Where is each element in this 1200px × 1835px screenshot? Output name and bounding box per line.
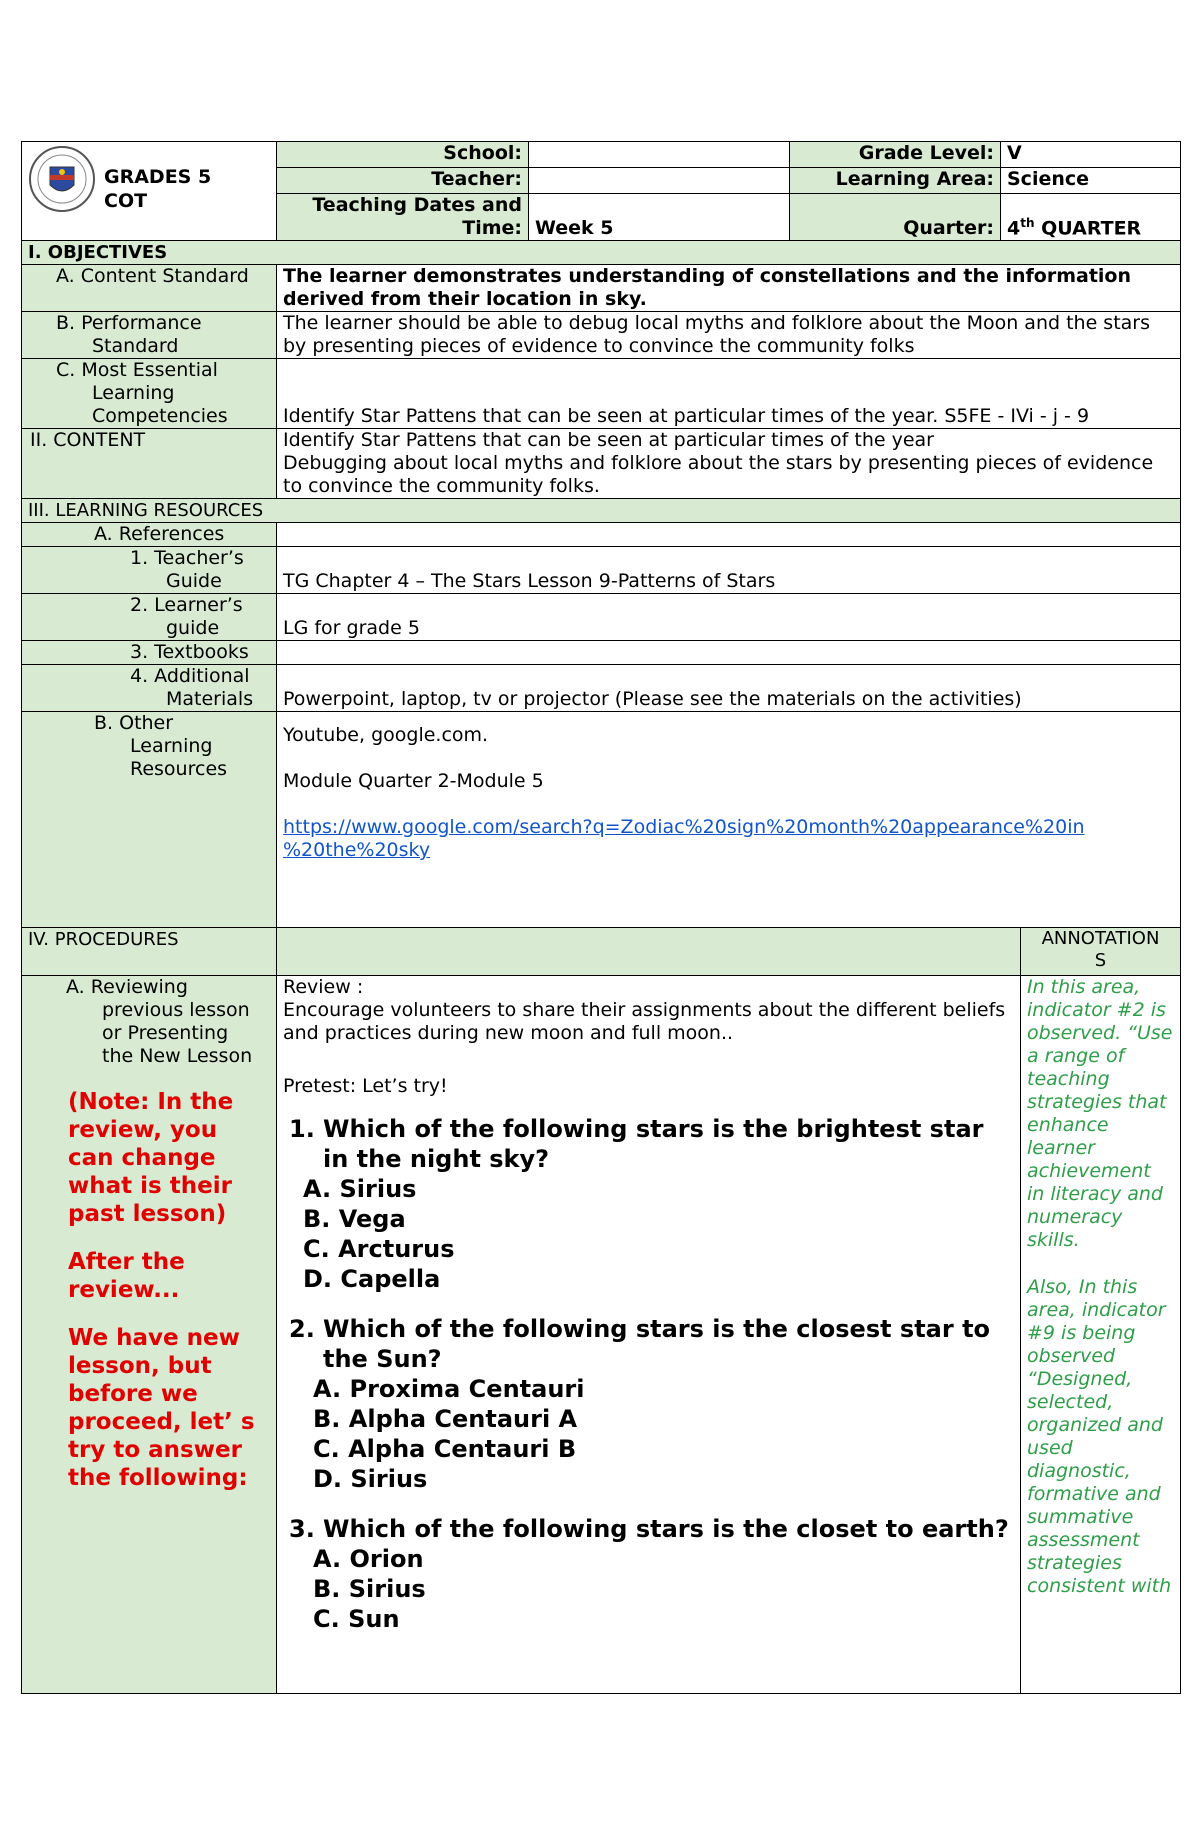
q3-option-b: B. Sirius <box>313 1575 426 1603</box>
lg-label-line2: guide <box>166 617 220 639</box>
annotation-indicator-9: Also, In this area, indicator #9 is being observed “Designed, selected, organized and used diagnostic, formative and summative assessment strategies consistent with <box>1027 1276 1172 1597</box>
quarter-value <box>1001 194 1181 241</box>
procedures-header-blank <box>277 928 1021 976</box>
lg-value <box>277 594 1181 641</box>
review-label-cell <box>22 976 277 1694</box>
procedures-title: IV. PROCEDURES <box>22 928 277 976</box>
teacher-value <box>529 168 790 194</box>
school-logo-block <box>22 142 277 241</box>
dates-label-line1: Teaching Dates and <box>312 194 522 216</box>
q1-option-d: D. Capella <box>303 1265 441 1293</box>
melc-text <box>277 359 1181 429</box>
content-label: II. CONTENT <box>22 429 277 499</box>
lg-value-text: LG for grade 5 <box>283 617 420 639</box>
lg-label <box>22 594 277 641</box>
content-line2: Debugging about local myths and folklore about the stars by presenting pieces of evidence to convince the community folks. <box>283 452 1154 497</box>
q2-option-d: D. Sirius <box>313 1465 428 1493</box>
question-1 <box>283 1114 1014 1174</box>
other-label-line3: Resources <box>130 758 228 780</box>
melc-label-line3: Competencies <box>92 405 228 427</box>
content-standard-text: The learner demonstrates understanding of constellations and the information derived from their location in sky. <box>277 265 1181 312</box>
q3-option-c: C. Sun <box>313 1605 400 1633</box>
textbooks-value <box>277 641 1181 665</box>
annotations-label-line2: S <box>1094 950 1107 971</box>
question-3-number: 3. <box>289 1515 315 1543</box>
cot-label: COT <box>104 190 148 212</box>
grade-level-label: Grade Level: <box>790 142 1001 168</box>
learning-area-label: Learning Area: <box>790 168 1001 194</box>
question-1-number: 1. <box>289 1115 315 1143</box>
dates-value-text: Week 5 <box>535 217 614 239</box>
question-2 <box>283 1314 1014 1374</box>
q1-option-c: C. Arcturus <box>303 1235 455 1263</box>
additional-materials-value <box>277 665 1181 712</box>
quarter-text: QUARTER <box>1034 217 1142 239</box>
performance-standard-text: The learner should be able to debug local myths and folklore about the Moon and the stars by presenting pieces of evidence to convince the community folks <box>277 312 1181 359</box>
question-2-number: 2. <box>289 1315 315 1343</box>
dates-label <box>277 194 529 241</box>
annotations-label-line1: ANNOTATION <box>1041 928 1160 949</box>
after-review-note: After the review... <box>68 1249 185 1303</box>
melc-label <box>22 359 277 429</box>
additional-value-text: Powerpoint, laptop, tv or projector (Please see the materials on the activities) <box>283 688 1022 710</box>
a-label-line4: the New Lesson <box>102 1045 253 1067</box>
a-label-line1: A. Reviewing <box>66 976 188 998</box>
q2-option-b: B. Alpha Centauri A <box>313 1405 578 1433</box>
tg-value <box>277 547 1181 594</box>
zodiac-search-link[interactable] <box>283 816 1085 861</box>
a-label-line3: or Presenting <box>102 1022 229 1044</box>
other-line2: Module Quarter 2-Module 5 <box>283 770 544 792</box>
review-text: Encourage volunteers to share their assignments about the different beliefs and practices during new moon and full moon.. <box>283 999 1006 1044</box>
question-3-text: Which of the following stars is the closet to earth? <box>323 1515 1009 1543</box>
teacher-label: Teacher: <box>277 168 529 194</box>
other-line1: Youtube, google.com. <box>283 724 489 746</box>
q2-option-a: A. Proxima Centauri <box>313 1375 585 1403</box>
grade-level-value: V <box>1001 142 1181 168</box>
grades-title: GRADES 5 <box>104 166 212 188</box>
q1-option-b: B. Vega <box>303 1205 406 1233</box>
review-label: Review : <box>283 976 364 998</box>
tg-label <box>22 547 277 594</box>
question-3 <box>283 1514 1014 1544</box>
school-label: School: <box>277 142 529 168</box>
additional-materials-label <box>22 665 277 712</box>
annotations-header <box>1021 928 1181 976</box>
melc-label-line2: Learning <box>92 382 175 404</box>
performance-standard-label <box>22 312 277 359</box>
q2-option-c: C. Alpha Centauri B <box>313 1435 577 1463</box>
other-label-line1: B. Other <box>94 712 174 734</box>
quarter-label: Quarter: <box>790 194 1001 241</box>
melc-label-line1: C. Most Essential <box>56 359 218 381</box>
references-label: A. References <box>22 523 277 547</box>
question-1-text: Which of the following stars is the brightest star in the night sky? <box>323 1115 984 1173</box>
deped-seal-icon <box>28 145 96 213</box>
performance-label-line1: B. Performance <box>56 312 202 334</box>
resources-title: III. LEARNING RESOURCES <box>22 499 1181 523</box>
textbooks-label: 3. Textbooks <box>22 641 277 665</box>
school-value <box>529 142 790 168</box>
dates-label-line2: Time: <box>462 217 522 239</box>
tg-value-text: TG Chapter 4 – The Stars Lesson 9-Patterns of Stars <box>283 570 776 592</box>
lesson-plan-sheet <box>21 141 1180 1694</box>
tg-label-line1: 1. Teacher’s <box>130 547 244 569</box>
objectives-title: I. OBJECTIVES <box>22 241 1181 265</box>
performance-label-line2: Standard <box>92 335 179 357</box>
annotations-cell <box>1021 976 1181 1694</box>
quarter-sup: th <box>1020 215 1035 230</box>
annotation-indicator-2: In this area, indicator #2 is observed. “Use a range of teaching strategies that enhance learner achievement in literacy and numeracy skills. <box>1027 976 1173 1251</box>
additional-label-line2: Materials <box>166 688 254 710</box>
lesson-plan-table <box>21 141 1181 1694</box>
review-content-cell <box>277 976 1021 1694</box>
tg-label-line2: Guide <box>166 570 222 592</box>
content-standard-label: A. Content Standard <box>22 265 277 312</box>
q1-option-a: A. Sirius <box>303 1175 417 1203</box>
review-note: (Note: In the review, you can change what is their past lesson) <box>68 1089 234 1227</box>
new-lesson-note: We have new lesson, but before we proceed, let’ s try to answer the following: <box>68 1325 255 1491</box>
pretest-label: Pretest: Let’s try! <box>283 1075 448 1097</box>
other-resources-value <box>277 712 1181 928</box>
q3-option-a: A. Orion <box>313 1545 424 1573</box>
other-label-line2: Learning <box>130 735 213 757</box>
content-line1: Identify Star Pattens that can be seen at particular times of the year <box>283 429 934 451</box>
dates-value <box>529 194 790 241</box>
melc-text-line: Identify Star Pattens that can be seen at particular times of the year. S5FE - IVi - j - 9 <box>283 405 1090 427</box>
quarter-num: 4 <box>1007 217 1021 239</box>
link-line2: %20the%20sky <box>283 839 431 861</box>
a-label-line2: previous lesson <box>102 999 250 1021</box>
other-resources-label <box>22 712 277 928</box>
link-line1: https://www.google.com/search?q=Zodiac%20sign%20month%20appearance%20in <box>283 816 1085 838</box>
content-text <box>277 429 1181 499</box>
learning-area-value: Science <box>1001 168 1181 194</box>
question-2-text: Which of the following stars is the closest star to the Sun? <box>323 1315 991 1373</box>
references-value <box>277 523 1181 547</box>
lg-label-line1: 2. Learner’s <box>130 594 243 616</box>
additional-label-line1: 4. Additional <box>130 665 250 687</box>
